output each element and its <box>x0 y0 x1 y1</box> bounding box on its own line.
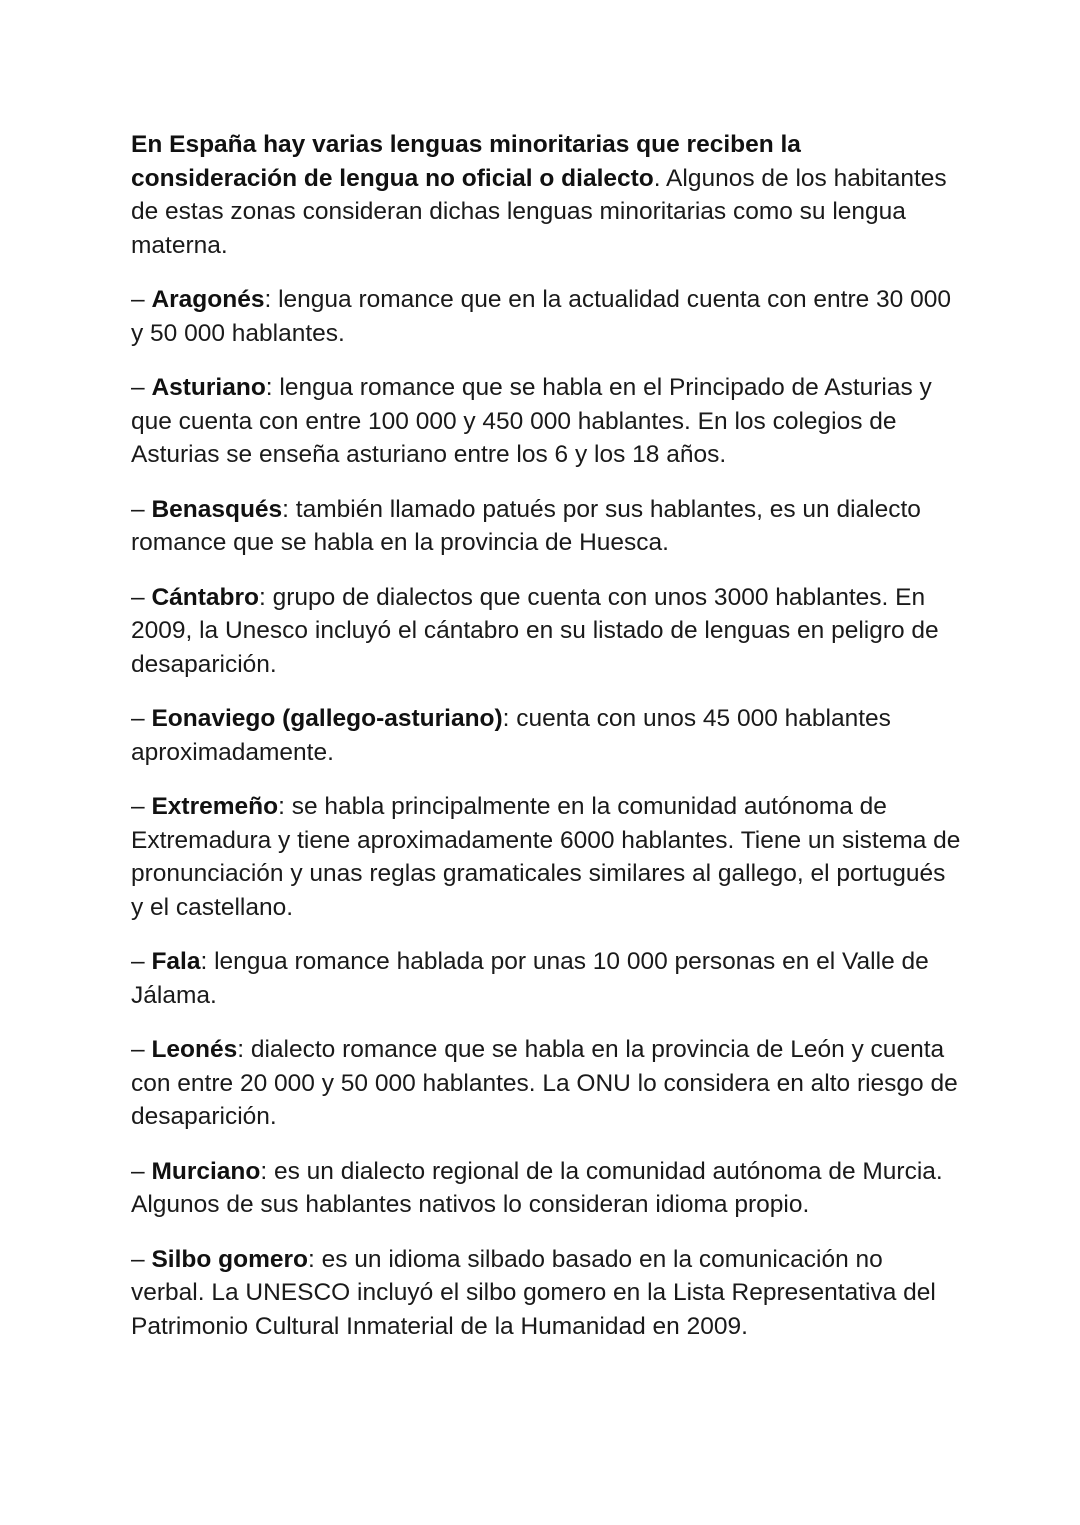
list-item-asturiano <box>131 371 961 472</box>
definition: : lengua romance que en la actualidad cuenta con entre 30 000 y 50 000 hablantes. <box>131 286 951 347</box>
definition: : es un dialecto regional de la comunidad autónoma de Murcia. Algunos de sus hablantes nativos lo consideran idioma propio. <box>131 1157 943 1218</box>
term: Aragonés <box>151 286 265 313</box>
definition: : lengua romance que se habla en el Principado de Asturias y que cuenta con entre 100 000 y 450 000 hablantes. En los colegios de Asturias se enseña asturiano entre los 6 y los 18 años. <box>131 374 932 468</box>
list-item-benasques <box>131 493 961 560</box>
list-item-extremeno <box>131 790 961 924</box>
definition: : se habla principalmente en la comunidad autónoma de Extremadura y tiene aproximadamente 6000 hablantes. Tiene un sistema de pronunciación y unas reglas gramaticales similares al gallego, el portugués y el castellano. <box>131 793 961 921</box>
term: Silbo gomero <box>151 1245 308 1273</box>
intro-text: . Algunos de los habitantes de estas zonas consideran dichas lenguas minoritarias como su lengua materna. <box>131 164 947 259</box>
definition: : lengua romance hablada por unas 10 000 personas en el Valle de Jálama. <box>131 948 929 1009</box>
dash: – <box>131 1157 145 1185</box>
list-item-silbo-gomero <box>131 1243 961 1344</box>
term: Asturiano <box>151 374 266 401</box>
document-body <box>131 128 961 1364</box>
term: Murciano <box>151 1157 261 1185</box>
dash: – <box>131 374 145 401</box>
term: Benasqués <box>151 495 283 523</box>
definition: : dialecto romance que se habla en la provincia de León y cuenta con entre 20 000 y 50 000 hablantes. La ONU lo considera en alto riesgo de desaparición. <box>131 1036 958 1130</box>
term: Leonés <box>151 1036 238 1063</box>
dash: – <box>131 495 145 523</box>
list-item-cantabro <box>131 581 961 682</box>
dash: – <box>131 583 145 611</box>
list-item-leones <box>131 1033 961 1134</box>
term: Extremeño <box>151 793 279 820</box>
dash: – <box>131 1245 145 1273</box>
list-item-aragones <box>131 283 961 350</box>
intro-paragraph <box>131 128 961 262</box>
dash: – <box>131 793 145 820</box>
dash: – <box>131 286 145 313</box>
term: Fala <box>151 948 201 975</box>
list-item-fala <box>131 945 961 1012</box>
dash: – <box>131 705 145 732</box>
list-item-eonaviego <box>131 702 961 769</box>
dash: – <box>131 1036 145 1063</box>
term: Cántabro <box>151 583 259 611</box>
definition: : cuenta con unos 45 000 hablantes aproximadamente. <box>131 705 891 766</box>
term: Eonaviego (gallego-asturiano) <box>151 705 503 732</box>
list-item-murciano <box>131 1155 961 1222</box>
definition: : también llamado patués por sus hablantes, es un dialecto romance que se habla en la provincia de Huesca. <box>131 495 921 556</box>
intro-bold-text: En España hay varias lenguas minoritarias que reciben la consideración de lengua no oficial o dialecto <box>131 131 801 192</box>
dash: – <box>131 948 145 975</box>
definition: : grupo de dialectos que cuenta con unos 3000 hablantes. En 2009, la Unesco incluyó el cántabro en su listado de lenguas en peligro de desaparición. <box>131 583 939 678</box>
definition: : es un idioma silbado basado en la comunicación no verbal. La UNESCO incluyó el silbo gomero en la Lista Representativa del Patrimonio Cultural Inmaterial de la Humanidad en 2009. <box>131 1245 936 1340</box>
